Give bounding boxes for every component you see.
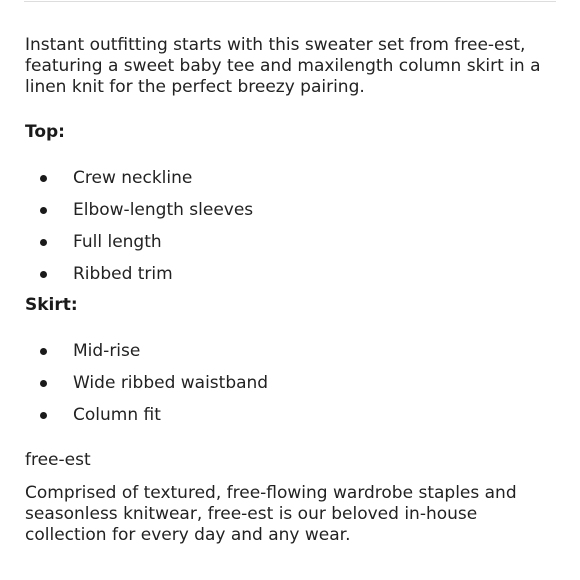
bullet-icon xyxy=(40,175,47,182)
list-item-text: Ribbed trim xyxy=(73,264,173,284)
bullet-icon xyxy=(40,348,47,355)
top-divider xyxy=(24,1,556,2)
bullet-icon xyxy=(40,239,47,246)
list-item-text: Elbow-length sleeves xyxy=(73,200,254,220)
bullet-icon xyxy=(40,271,47,278)
list-item-text: Crew neckline xyxy=(73,168,193,188)
list-item-text: Full length xyxy=(73,232,162,252)
list-item-text: Mid-rise xyxy=(73,341,141,361)
product-intro-text: Instant outfitting starts with this sweater set from free-est, featuring a sweet baby tee and maxilength column skirt in a linen knit for the perfect breezy pairing. xyxy=(25,35,541,97)
bullet-icon xyxy=(40,412,47,419)
list-item-text: Column fit xyxy=(73,405,161,425)
bullet-icon xyxy=(40,380,47,387)
list-item-text: Wide ribbed waistband xyxy=(73,373,269,393)
top-section-heading: Top: xyxy=(25,122,65,142)
brand-description-text: Comprised of textured, free-flowing wardrobe staples and seasonless knitwear, free-est is our beloved in-house collection for every day and any wear. xyxy=(25,483,517,545)
brand-name: free-est xyxy=(25,450,91,470)
skirt-section-heading: Skirt: xyxy=(25,295,78,315)
bullet-icon xyxy=(40,207,47,214)
